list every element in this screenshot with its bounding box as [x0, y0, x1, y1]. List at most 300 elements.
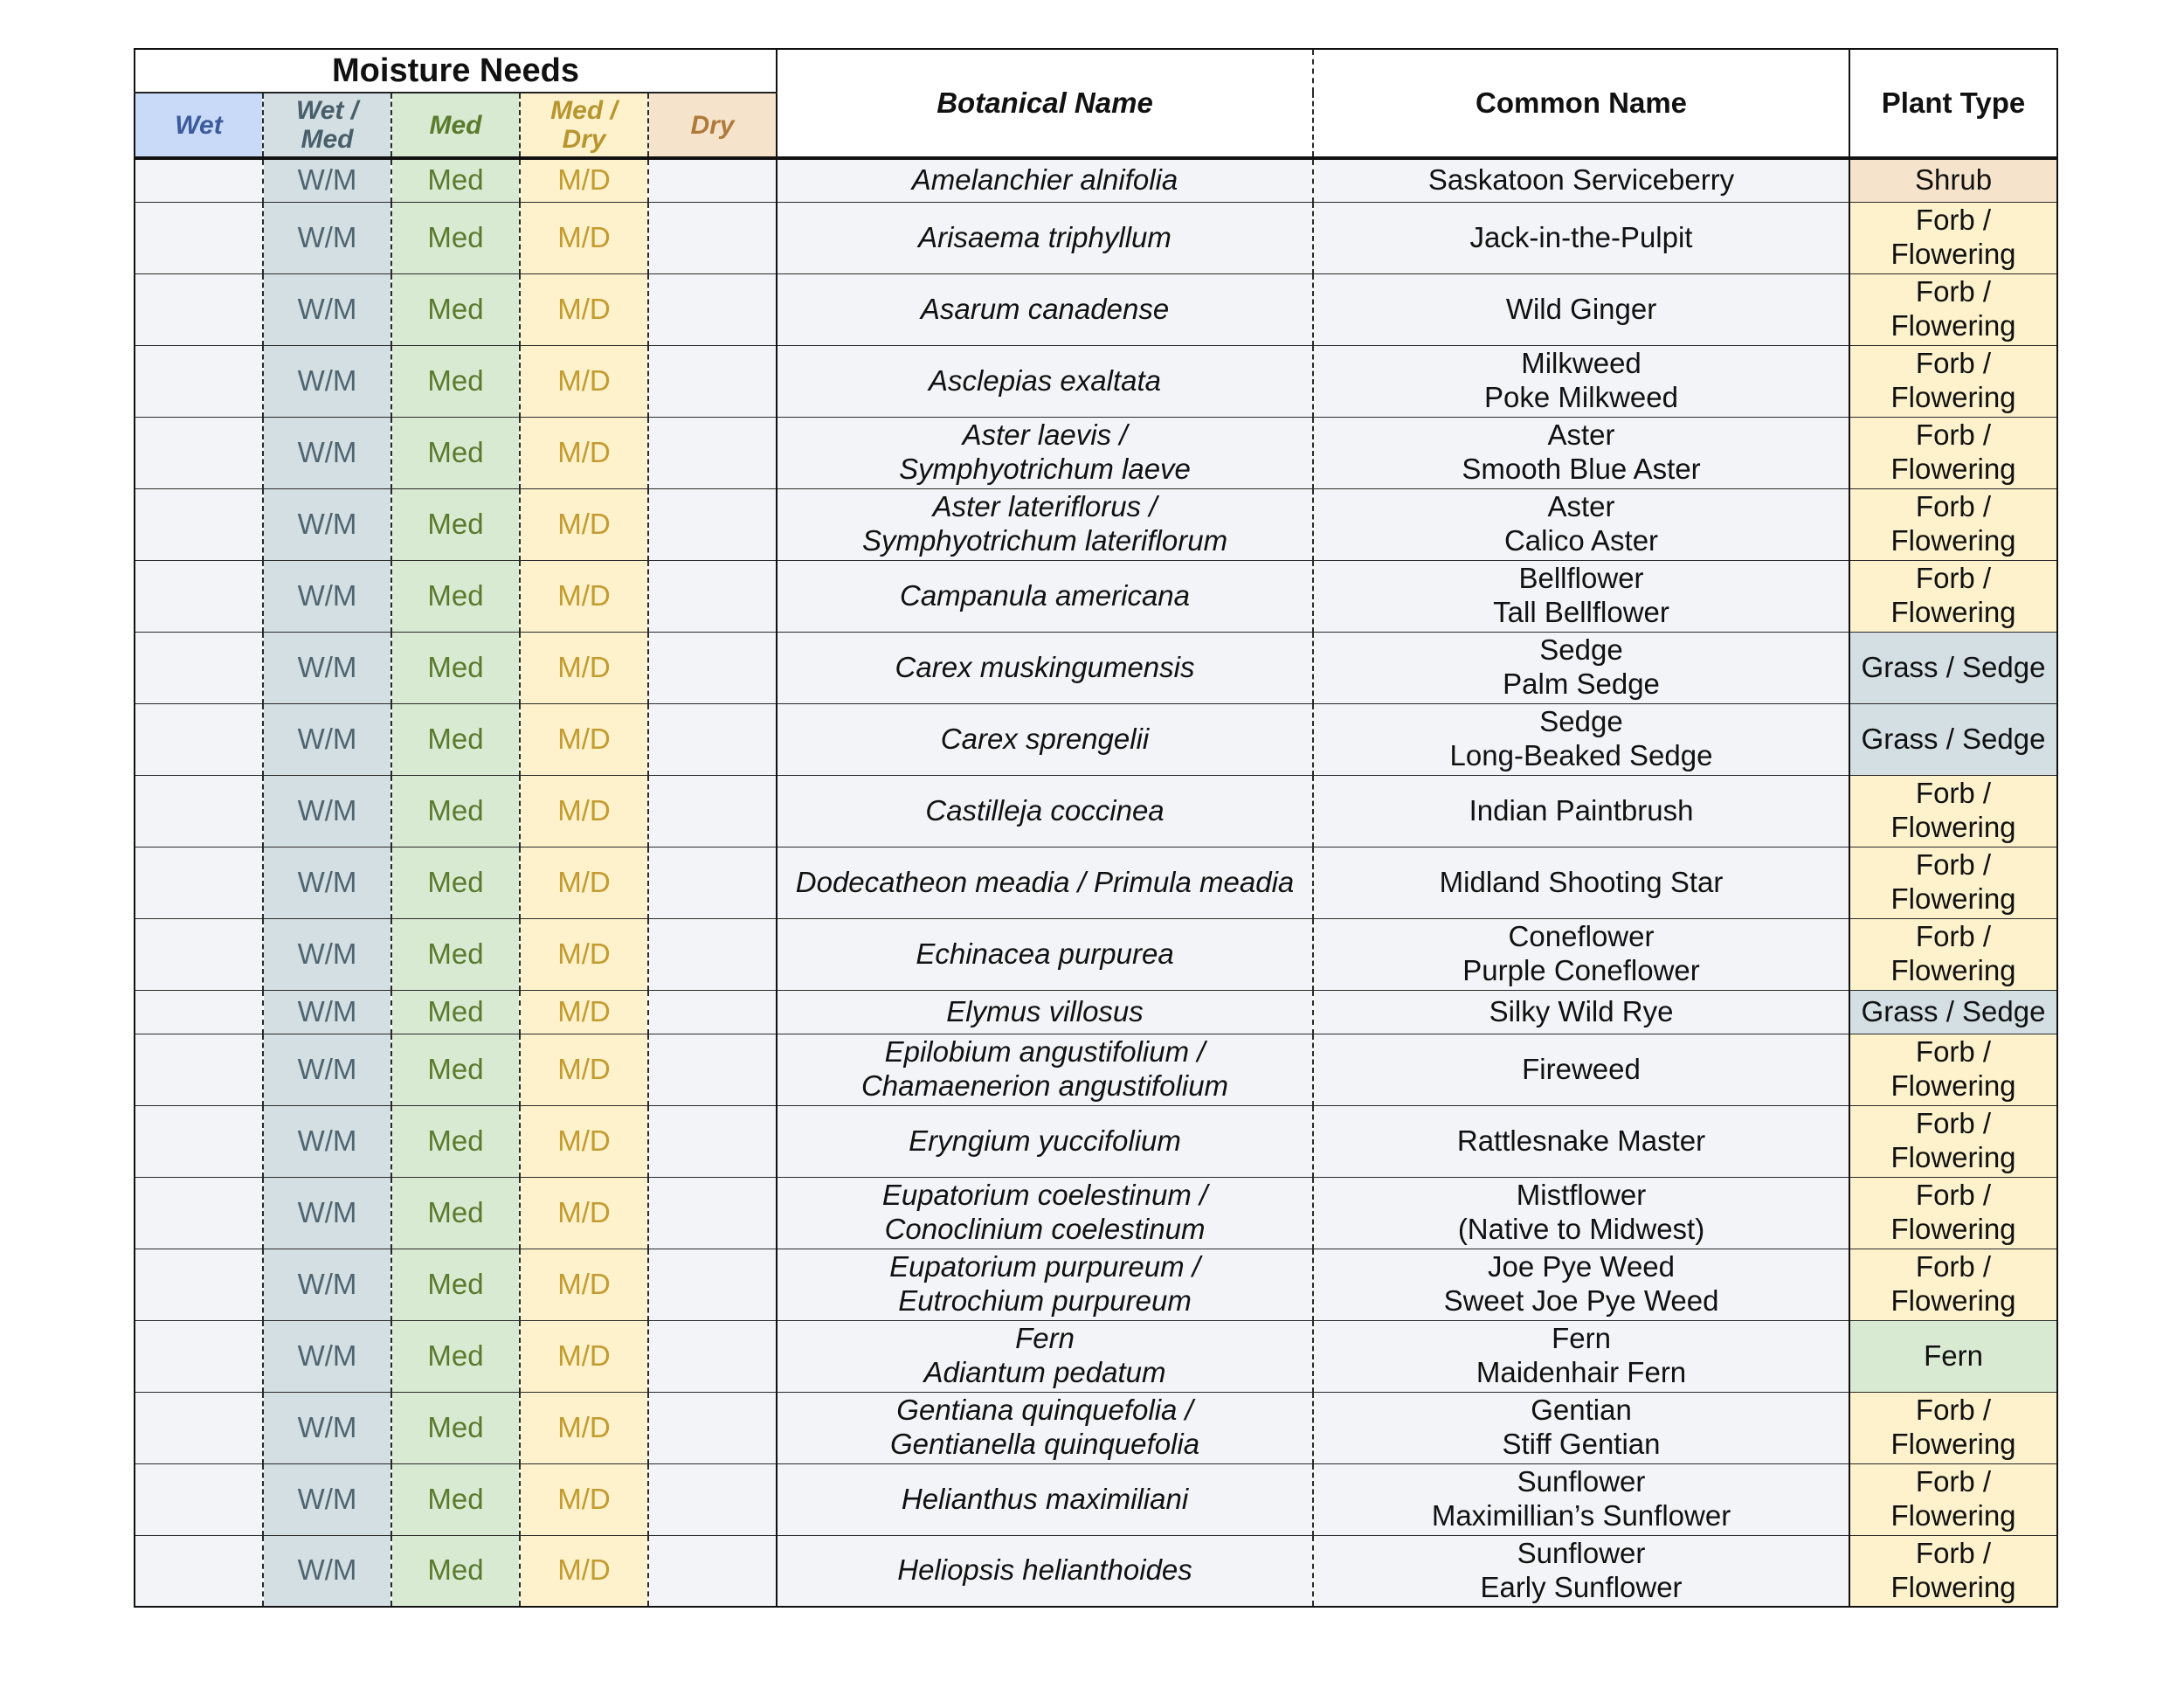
table-row — [135, 202, 2057, 273]
botanical-name-cell — [777, 1105, 1313, 1177]
botanical-name-cell — [777, 1034, 1313, 1105]
dry-cell — [648, 1249, 777, 1320]
wet-med-cell: W/M — [263, 1177, 391, 1249]
med-cell: Med — [391, 1105, 520, 1177]
dry-cell — [648, 1320, 777, 1392]
botanical-name-cell — [777, 273, 1313, 345]
common-name-cell — [1313, 847, 1849, 918]
med-cell: Med — [391, 273, 520, 345]
plant-type-cell — [1849, 1320, 2057, 1392]
wet-cell — [135, 1320, 263, 1392]
wet-med-cell: W/M — [263, 488, 391, 560]
plant-type-line: Flowering — [1890, 1570, 2016, 1603]
plant-type-line: Fern — [1924, 1339, 1983, 1372]
botanical-name-line: Adiantum pedatum — [923, 1356, 1166, 1388]
wet-med-header-line: Med — [301, 125, 354, 154]
common-name-cell — [1313, 1105, 1849, 1177]
wet-med-cell: W/M — [263, 632, 391, 703]
wet-med-cell: W/M — [263, 1535, 391, 1607]
dry-cell — [648, 847, 777, 918]
wet-med-cell: W/M — [263, 158, 391, 202]
dry-header: Dry — [648, 93, 777, 158]
botanical-name-line: Fern — [1015, 1322, 1075, 1355]
common-name-line: Fern — [1552, 1322, 1611, 1355]
botanical-name-cell — [777, 1535, 1313, 1607]
plant-type-line: Grass / Sedge — [1861, 650, 2046, 683]
plant-type-line: Flowering — [1890, 453, 2016, 485]
med-dry-cell: M/D — [520, 918, 648, 990]
botanical-name-cell — [777, 990, 1313, 1034]
med-dry-cell: M/D — [520, 703, 648, 775]
common-name-line: Maidenhair Fern — [1476, 1356, 1687, 1388]
plant-type-line: Flowering — [1890, 1499, 2016, 1532]
wet-med-cell: W/M — [263, 560, 391, 632]
header-row-top — [135, 49, 2057, 93]
common-name-line: Early Sunflower — [1480, 1570, 1683, 1603]
botanical-name-cell — [777, 1392, 1313, 1463]
plant-type-line: Shrub — [1914, 163, 1993, 197]
table-row — [135, 1249, 2057, 1320]
med-dry-cell: M/D — [520, 990, 648, 1034]
plant-type-line: Flowering — [1890, 1213, 2016, 1245]
botanical-name-cell — [777, 560, 1313, 632]
med-cell: Med — [391, 488, 520, 560]
common-name-line: Fireweed — [1522, 1052, 1641, 1085]
plant-type-line: Forb / — [1915, 204, 1992, 237]
plant-type-cell — [1849, 273, 2057, 345]
wet-header: Wet — [135, 93, 263, 158]
med-cell: Med — [391, 202, 520, 273]
table-row — [135, 158, 2057, 202]
med-dry-cell: M/D — [520, 1463, 648, 1535]
botanical-name-cell — [777, 158, 1313, 202]
common-name-cell — [1313, 488, 1849, 560]
med-cell: Med — [391, 345, 520, 417]
plant-type-header: Plant Type — [1849, 49, 2057, 158]
botanical-name-line: Arisaema triphyllum — [918, 220, 1171, 253]
botanical-name-cell — [777, 703, 1313, 775]
med-dry-cell: M/D — [520, 158, 648, 202]
botanical-name-cell — [777, 202, 1313, 273]
plant-type-line: Flowering — [1890, 1284, 2016, 1317]
botanical-name-line: Campanula americana — [900, 578, 1191, 612]
common-name-line: Bellflower — [1518, 562, 1644, 595]
common-name-line: Midland Shooting Star — [1439, 865, 1724, 898]
common-name-line: Indian Paintbrush — [1469, 793, 1694, 827]
common-name-cell — [1313, 1320, 1849, 1392]
botanical-name-cell — [777, 1463, 1313, 1535]
wet-cell — [135, 990, 263, 1034]
plant-type-line: Flowering — [1890, 524, 2016, 557]
plant-type-line: Forb / — [1915, 490, 1992, 523]
dry-cell — [648, 632, 777, 703]
med-cell: Med — [391, 1392, 520, 1463]
plant-type-cell — [1849, 703, 2057, 775]
dry-cell — [648, 273, 777, 345]
common-name-line: Gentian — [1531, 1394, 1632, 1427]
wet-cell — [135, 345, 263, 417]
wet-cell — [135, 1034, 263, 1105]
plant-type-cell — [1849, 158, 2057, 202]
botanical-name-line: Carex sprengelii — [940, 722, 1150, 755]
common-name-line: Sunflower — [1517, 1465, 1646, 1498]
common-name-line: Maximillian’s Sunflower — [1431, 1499, 1731, 1532]
wet-cell — [135, 775, 263, 847]
wet-cell — [135, 488, 263, 560]
table-row — [135, 1105, 2057, 1177]
med-dry-cell: M/D — [520, 775, 648, 847]
med-dry-header — [520, 93, 648, 158]
plant-type-cell — [1849, 560, 2057, 632]
wet-cell — [135, 918, 263, 990]
wet-med-cell: W/M — [263, 202, 391, 273]
botanical-name-line: Asclepias exaltata — [929, 363, 1161, 397]
common-name-line: Mistflower — [1516, 1179, 1647, 1212]
plant-type-line: Grass / Sedge — [1861, 722, 2046, 755]
common-name-line: Aster — [1547, 490, 1615, 523]
med-cell: Med — [391, 560, 520, 632]
wet-med-cell: W/M — [263, 775, 391, 847]
common-name-line: Sweet Joe Pye Weed — [1443, 1284, 1719, 1317]
med-cell: Med — [391, 158, 520, 202]
plant-type-cell — [1849, 202, 2057, 273]
botanical-name-cell — [777, 345, 1313, 417]
wet-med-cell: W/M — [263, 273, 391, 345]
wet-cell — [135, 1535, 263, 1607]
plant-type-line: Forb / — [1915, 1250, 1992, 1283]
table-row — [135, 1034, 2057, 1105]
plant-moisture-sheet — [134, 48, 2058, 1608]
botanical-name-cell — [777, 632, 1313, 703]
table-row — [135, 1463, 2057, 1535]
med-dry-cell: M/D — [520, 417, 648, 488]
wet-cell — [135, 202, 263, 273]
wet-med-header — [263, 93, 391, 158]
wet-med-cell: W/M — [263, 1105, 391, 1177]
common-name-cell — [1313, 1463, 1849, 1535]
common-name-cell — [1313, 632, 1849, 703]
botanical-name-line: Eupatorium purpureum / — [889, 1250, 1200, 1283]
med-header: Med — [391, 93, 520, 158]
plant-type-cell — [1849, 1463, 2057, 1535]
med-dry-header-line: Dry — [562, 125, 606, 154]
common-name-cell — [1313, 560, 1849, 632]
dry-cell — [648, 560, 777, 632]
plant-type-line: Flowering — [1890, 882, 2016, 915]
wet-cell — [135, 703, 263, 775]
med-dry-cell: M/D — [520, 1105, 648, 1177]
wet-med-cell: W/M — [263, 417, 391, 488]
med-dry-cell: M/D — [520, 202, 648, 273]
plant-type-line: Forb / — [1915, 848, 1992, 882]
common-name-cell — [1313, 1034, 1849, 1105]
botanical-name-line: Amelanchier alnifolia — [911, 163, 1178, 197]
botanical-name-line: Heliopsis helianthoides — [897, 1553, 1192, 1587]
botanical-name-cell — [777, 417, 1313, 488]
wet-cell — [135, 1392, 263, 1463]
plant-table — [134, 48, 2058, 1608]
wet-med-cell: W/M — [263, 1034, 391, 1105]
common-name-cell — [1313, 990, 1849, 1034]
table-row — [135, 703, 2057, 775]
botanical-name-line: Aster lateriflorus / — [932, 490, 1158, 523]
plant-type-line: Flowering — [1890, 1428, 2016, 1460]
botanical-name-cell — [777, 847, 1313, 918]
med-cell: Med — [391, 703, 520, 775]
dry-cell — [648, 1463, 777, 1535]
dry-cell — [648, 1105, 777, 1177]
med-dry-header-line: Med / — [550, 96, 618, 125]
med-dry-cell: M/D — [520, 847, 648, 918]
med-cell: Med — [391, 1249, 520, 1320]
botanical-name-cell — [777, 1320, 1313, 1392]
med-cell: Med — [391, 1034, 520, 1105]
common-name-line: Purple Coneflower — [1462, 954, 1700, 986]
table-row — [135, 1392, 2057, 1463]
common-name-line: Sedge — [1539, 705, 1623, 738]
common-name-cell — [1313, 273, 1849, 345]
common-name-cell — [1313, 202, 1849, 273]
med-dry-cell: M/D — [520, 632, 648, 703]
common-name-cell — [1313, 775, 1849, 847]
plant-type-line: Grass / Sedge — [1861, 994, 2046, 1027]
plant-type-line: Flowering — [1890, 954, 2016, 986]
dry-cell — [648, 202, 777, 273]
plant-type-cell — [1849, 632, 2057, 703]
wet-med-header-line: Wet / — [295, 96, 359, 125]
table-row — [135, 990, 2057, 1034]
plant-rows — [135, 158, 2057, 1607]
wet-cell — [135, 560, 263, 632]
plant-type-line: Forb / — [1915, 275, 1992, 308]
med-cell: Med — [391, 918, 520, 990]
table-row — [135, 560, 2057, 632]
dry-cell — [648, 775, 777, 847]
plant-type-line: Forb / — [1915, 1107, 1992, 1140]
common-name-line: Poke Milkweed — [1484, 381, 1678, 413]
common-name-cell — [1313, 918, 1849, 990]
common-name-cell — [1313, 158, 1849, 202]
dry-cell — [648, 703, 777, 775]
plant-type-cell — [1849, 847, 2057, 918]
common-name-line: Coneflower — [1508, 920, 1655, 953]
botanical-name-cell — [777, 488, 1313, 560]
plant-type-cell — [1849, 918, 2057, 990]
plant-type-cell — [1849, 990, 2057, 1034]
botanical-name-cell — [777, 918, 1313, 990]
botanical-name-line: Castilleja coccinea — [925, 793, 1165, 827]
plant-type-cell — [1849, 417, 2057, 488]
common-name-line: Jack-in-the-Pulpit — [1469, 220, 1693, 253]
plant-type-cell — [1849, 488, 2057, 560]
med-dry-cell: M/D — [520, 560, 648, 632]
plant-type-cell — [1849, 1535, 2057, 1607]
plant-type-line: Flowering — [1890, 309, 2016, 342]
wet-cell — [135, 158, 263, 202]
wet-cell — [135, 1105, 263, 1177]
dry-cell — [648, 1392, 777, 1463]
botanical-name-line: Eryngium yuccifolium — [909, 1124, 1181, 1157]
plant-type-line: Forb / — [1915, 419, 1992, 452]
plant-type-line: Flowering — [1890, 811, 2016, 843]
plant-type-line: Flowering — [1890, 381, 2016, 413]
plant-type-cell — [1849, 1105, 2057, 1177]
med-dry-cell: M/D — [520, 1249, 648, 1320]
wet-cell — [135, 632, 263, 703]
botanical-name-header: Botanical Name — [777, 49, 1313, 158]
wet-cell — [135, 1249, 263, 1320]
wet-med-cell: W/M — [263, 1463, 391, 1535]
common-name-line: Sunflower — [1517, 1536, 1646, 1569]
table-row — [135, 1320, 2057, 1392]
botanical-name-line: Aster laevis / — [962, 419, 1128, 452]
common-name-cell — [1313, 1249, 1849, 1320]
common-name-line: Wild Ginger — [1505, 292, 1657, 325]
plant-type-cell — [1849, 1034, 2057, 1105]
plant-type-line: Forb / — [1915, 562, 1992, 595]
botanical-name-line: Epilobium angustifolium / — [884, 1035, 1206, 1069]
common-name-cell — [1313, 417, 1849, 488]
common-name-line: Long-Beaked Sedge — [1449, 739, 1713, 771]
med-cell: Med — [391, 847, 520, 918]
plant-type-cell — [1849, 1177, 2057, 1249]
table-row — [135, 632, 2057, 703]
dry-cell — [648, 488, 777, 560]
botanical-name-line: Echinacea purpurea — [916, 937, 1174, 970]
common-name-line: Saskatoon Serviceberry — [1427, 163, 1735, 197]
common-name-line: Silky Wild Rye — [1489, 994, 1674, 1027]
wet-med-cell: W/M — [263, 918, 391, 990]
table-row — [135, 417, 2057, 488]
plant-type-cell — [1849, 345, 2057, 417]
botanical-name-line: Chamaenerion angustifolium — [860, 1069, 1229, 1102]
dry-cell — [648, 918, 777, 990]
common-name-header: Common Name — [1313, 49, 1849, 158]
table-row — [135, 775, 2057, 847]
botanical-name-cell — [777, 1249, 1313, 1320]
wet-med-cell: W/M — [263, 703, 391, 775]
common-name-line: Calico Aster — [1503, 524, 1659, 557]
plant-type-line: Forb / — [1915, 1465, 1992, 1498]
common-name-line: Milkweed — [1521, 347, 1641, 380]
table-row — [135, 1535, 2057, 1607]
med-dry-cell: M/D — [520, 1177, 648, 1249]
common-name-line: Rattlesnake Master — [1456, 1124, 1706, 1157]
plant-type-line: Forb / — [1915, 920, 1992, 953]
table-row — [135, 918, 2057, 990]
botanical-name-line: Helianthus maximiliani — [901, 1482, 1189, 1515]
plant-type-cell — [1849, 1392, 2057, 1463]
dry-cell — [648, 345, 777, 417]
common-name-line: Aster — [1547, 419, 1615, 452]
dry-cell — [648, 1535, 777, 1607]
common-name-cell — [1313, 703, 1849, 775]
wet-cell — [135, 417, 263, 488]
plant-type-cell — [1849, 1249, 2057, 1320]
med-cell: Med — [391, 1463, 520, 1535]
wet-med-cell: W/M — [263, 1320, 391, 1392]
plant-type-line: Forb / — [1915, 1394, 1992, 1427]
wet-cell — [135, 847, 263, 918]
botanical-name-line: Symphyotrichum lateriflorum — [861, 524, 1228, 557]
med-dry-cell: M/D — [520, 1320, 648, 1392]
botanical-name-line: Carex muskingumensis — [895, 650, 1195, 683]
common-name-line: Sedge — [1539, 633, 1623, 667]
common-name-line: (Native to Midwest) — [1457, 1213, 1705, 1245]
common-name-cell — [1313, 345, 1849, 417]
common-name-line: Joe Pye Weed — [1488, 1250, 1676, 1283]
dry-cell — [648, 1177, 777, 1249]
botanical-name-line: Elymus villosus — [946, 994, 1144, 1027]
moisture-needs-heading: Moisture Needs — [135, 49, 777, 93]
med-dry-cell: M/D — [520, 1034, 648, 1105]
med-cell: Med — [391, 632, 520, 703]
table-row — [135, 345, 2057, 417]
med-dry-cell: M/D — [520, 488, 648, 560]
wet-cell — [135, 273, 263, 345]
med-dry-cell: M/D — [520, 273, 648, 345]
common-name-line: Tall Bellflower — [1493, 596, 1669, 628]
plant-type-line: Forb / — [1915, 777, 1992, 810]
common-name-line: Palm Sedge — [1503, 668, 1660, 700]
med-cell: Med — [391, 990, 520, 1034]
wet-med-cell: W/M — [263, 345, 391, 417]
wet-med-cell: W/M — [263, 1249, 391, 1320]
med-dry-cell: M/D — [520, 1535, 648, 1607]
plant-type-line: Forb / — [1915, 1179, 1992, 1212]
botanical-name-line: Gentiana quinquefolia / — [896, 1394, 1193, 1427]
plant-type-line: Flowering — [1890, 1141, 2016, 1173]
med-dry-cell: M/D — [520, 1392, 648, 1463]
table-row — [135, 488, 2057, 560]
table-row — [135, 1177, 2057, 1249]
dry-cell — [648, 1034, 777, 1105]
wet-med-cell: W/M — [263, 1392, 391, 1463]
plant-type-line: Forb / — [1915, 347, 1992, 380]
common-name-line: Smooth Blue Aster — [1462, 453, 1701, 485]
med-cell: Med — [391, 1535, 520, 1607]
plant-type-line: Flowering — [1890, 596, 2016, 628]
plant-type-line: Flowering — [1890, 1069, 2016, 1102]
botanical-name-line: Dodecatheon meadia / Primula meadia — [795, 865, 1295, 898]
plant-type-line: Forb / — [1915, 1035, 1992, 1069]
table-row — [135, 273, 2057, 345]
common-name-cell — [1313, 1535, 1849, 1607]
botanical-name-line: Conoclinium coelestinum — [884, 1213, 1206, 1245]
botanical-name-line: Eutrochium purpureum — [898, 1284, 1192, 1317]
wet-cell — [135, 1177, 263, 1249]
botanical-name-line: Asarum canadense — [920, 292, 1170, 325]
wet-med-cell: W/M — [263, 990, 391, 1034]
botanical-name-line: Symphyotrichum laeve — [899, 453, 1191, 485]
botanical-name-line: Eupatorium coelestinum / — [881, 1179, 1208, 1212]
botanical-name-line: Gentianella quinquefolia — [889, 1428, 1200, 1460]
med-cell: Med — [391, 775, 520, 847]
dry-cell — [648, 417, 777, 488]
botanical-name-cell — [777, 775, 1313, 847]
common-name-line: Stiff Gentian — [1502, 1428, 1661, 1460]
plant-type-line: Flowering — [1890, 238, 2016, 270]
common-name-cell — [1313, 1177, 1849, 1249]
table-row — [135, 847, 2057, 918]
wet-cell — [135, 1463, 263, 1535]
dry-cell — [648, 158, 777, 202]
dry-cell — [648, 990, 777, 1034]
common-name-cell — [1313, 1392, 1849, 1463]
med-cell: Med — [391, 1320, 520, 1392]
plant-type-line: Forb / — [1915, 1536, 1992, 1569]
med-cell: Med — [391, 1177, 520, 1249]
